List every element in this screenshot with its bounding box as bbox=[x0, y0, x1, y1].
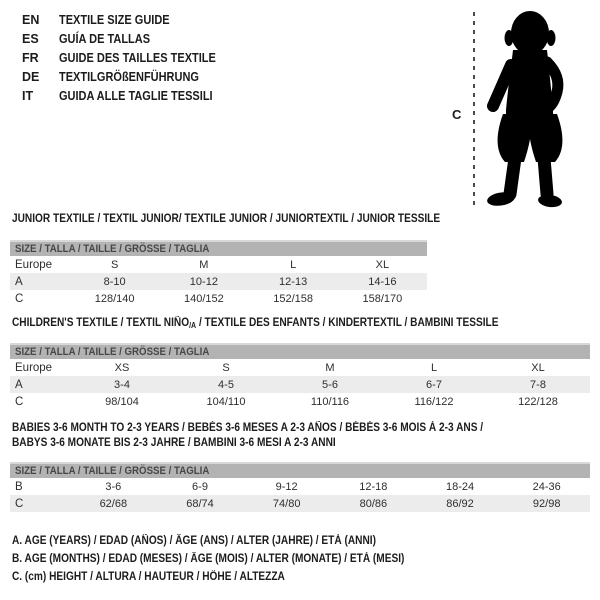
size-cell: 3-6 bbox=[105, 480, 122, 493]
size-cell: 152/158 bbox=[273, 292, 313, 305]
language-label: TEXTILGRÖßENFÜHRUNG bbox=[59, 69, 199, 84]
size-cell: 12-18 bbox=[359, 480, 388, 493]
language-label: GUIDA ALLE TAGLIE TESSILI bbox=[59, 88, 213, 103]
language-code: DE bbox=[22, 69, 40, 84]
size-cell: 140/152 bbox=[183, 292, 224, 305]
size-cell: L bbox=[430, 361, 438, 374]
section-title-text: BABIES 3-6 MONTH TO 2-3 YEARS / BEBÉS 3-6 MESES A 2-3 AÑOS / BÉBÉS 3-6 MOIS À 2-3 ANS / bbox=[12, 422, 484, 434]
size-header-text: SIZE / TALLA / TAILLE / GRÖSSE / TAGLIA bbox=[15, 346, 210, 358]
size-cell: L bbox=[290, 258, 297, 271]
row-label: C bbox=[15, 292, 24, 305]
size-cell: 80/86 bbox=[359, 497, 388, 510]
size-cell: 110/116 bbox=[310, 395, 350, 408]
size-cell: 62/68 bbox=[99, 497, 128, 510]
size-cell: S bbox=[222, 361, 230, 374]
size-table-children bbox=[10, 343, 590, 410]
size-cell: 24-36 bbox=[532, 480, 561, 493]
measure-label-c: C bbox=[452, 107, 462, 122]
size-cell: 92/98 bbox=[532, 497, 561, 510]
size-cell: 10-12 bbox=[189, 275, 218, 288]
size-header-band bbox=[10, 240, 427, 256]
language-row-es bbox=[22, 29, 237, 48]
table-row-c bbox=[10, 290, 427, 307]
size-cell: M bbox=[325, 361, 335, 374]
row-label: Europe bbox=[15, 258, 53, 271]
size-cell: 68/74 bbox=[186, 497, 214, 510]
language-row-en bbox=[22, 10, 237, 29]
size-header-text: SIZE / TALLA / TAILLE / GRÖSSE / TAGLIA bbox=[15, 243, 210, 255]
row-label: B bbox=[15, 480, 23, 493]
size-header-band bbox=[10, 343, 590, 359]
table-row-b bbox=[10, 478, 590, 495]
size-cell: 4-5 bbox=[218, 378, 234, 391]
size-header-text: SIZE / TALLA / TAILLE / GRÖSSE / TAGLIA bbox=[15, 465, 210, 477]
size-cell: 86/92 bbox=[446, 497, 474, 510]
size-cell: 122/128 bbox=[518, 395, 558, 408]
size-header-band bbox=[10, 462, 590, 478]
size-cell: 8-10 bbox=[103, 275, 126, 288]
size-cell: 18-24 bbox=[445, 480, 475, 493]
legend-line-c: C. (cm) HEIGHT / ALTURA / HAUTEUR / HÖHE / ALTEZZA bbox=[12, 571, 285, 583]
row-label: C bbox=[15, 497, 24, 510]
table-row-europe bbox=[10, 359, 590, 376]
size-cell: 128/140 bbox=[94, 292, 135, 305]
measurement-legend bbox=[12, 535, 458, 589]
size-cell: XL bbox=[531, 361, 545, 374]
size-cell: S bbox=[110, 258, 119, 271]
section-title-babies bbox=[12, 421, 547, 451]
section-title-text: BABYS 3-6 MONATE BIS 2-3 JAHRE / BAMBINI 3-6 MESI A 2-3 ANNI bbox=[12, 437, 336, 449]
row-label: C bbox=[15, 395, 24, 408]
size-cell: 9-12 bbox=[275, 480, 298, 493]
size-cell: 116/122 bbox=[414, 395, 454, 408]
size-table-babies bbox=[10, 462, 590, 512]
language-title-block bbox=[22, 10, 237, 105]
size-cell: 158/170 bbox=[362, 292, 403, 305]
table-row-c bbox=[10, 393, 590, 410]
table-row-europe bbox=[10, 256, 427, 273]
language-row-fr bbox=[22, 48, 237, 67]
size-cell: XL bbox=[375, 258, 390, 271]
size-cell: 14-16 bbox=[368, 275, 397, 288]
language-row-de bbox=[22, 67, 237, 86]
section-title-text: CHILDREN'S TEXTILE / TEXTIL NIÑO/A / TEXTILE DES ENFANTS / KINDERTEXTIL / BAMBINI TESSILE bbox=[12, 317, 499, 330]
table-row-c bbox=[10, 495, 590, 512]
language-code: FR bbox=[22, 50, 39, 65]
size-cell: 3-4 bbox=[114, 378, 130, 391]
language-code: IT bbox=[22, 88, 34, 103]
legend-line-b: B. AGE (MONTHS) / EDAD (MESES) / ÂGE (MOIS) / ALTER (MONATE) / ETÀ (MESI) bbox=[12, 553, 405, 565]
table-row-a bbox=[10, 376, 590, 393]
language-label: TEXTILE SIZE GUIDE bbox=[59, 12, 170, 27]
row-label: Europe bbox=[15, 361, 53, 374]
language-row-it bbox=[22, 86, 237, 105]
size-cell: 6-9 bbox=[192, 480, 208, 493]
language-label: GUÍA DE TALLAS bbox=[59, 31, 151, 46]
language-code: ES bbox=[22, 31, 39, 46]
table-row-a bbox=[10, 273, 427, 290]
size-cell: M bbox=[199, 258, 209, 271]
size-cell: 74/80 bbox=[272, 497, 301, 510]
row-label: A bbox=[15, 275, 23, 288]
section-title-text: JUNIOR TEXTILE / TEXTIL JUNIOR/ TEXTILE JUNIOR / JUNIORTEXTIL / JUNIOR TESSILE bbox=[12, 213, 441, 225]
size-cell: XS bbox=[114, 361, 130, 374]
row-label: A bbox=[15, 378, 23, 391]
language-label: GUIDE DES TAILLES TEXTILE bbox=[59, 50, 216, 65]
size-cell: 7-8 bbox=[530, 378, 546, 391]
size-table-junior bbox=[10, 240, 427, 307]
section-title-children bbox=[12, 316, 565, 333]
legend-line-a: A. AGE (YEARS) / EDAD (AÑOS) / ÂGE (ANS) / ALTER (JAHRE) / ETÀ (ANNI) bbox=[12, 535, 376, 547]
size-cell: 12-13 bbox=[279, 275, 308, 288]
size-cell: 6-7 bbox=[426, 378, 442, 391]
baby-silhouette-icon bbox=[483, 10, 575, 210]
language-code: EN bbox=[22, 12, 40, 27]
size-cell: 104/110 bbox=[206, 395, 246, 408]
size-cell: 5-6 bbox=[322, 378, 338, 391]
height-measure-line bbox=[473, 12, 475, 206]
section-title-junior bbox=[12, 212, 498, 227]
size-cell: 98/104 bbox=[105, 395, 139, 408]
